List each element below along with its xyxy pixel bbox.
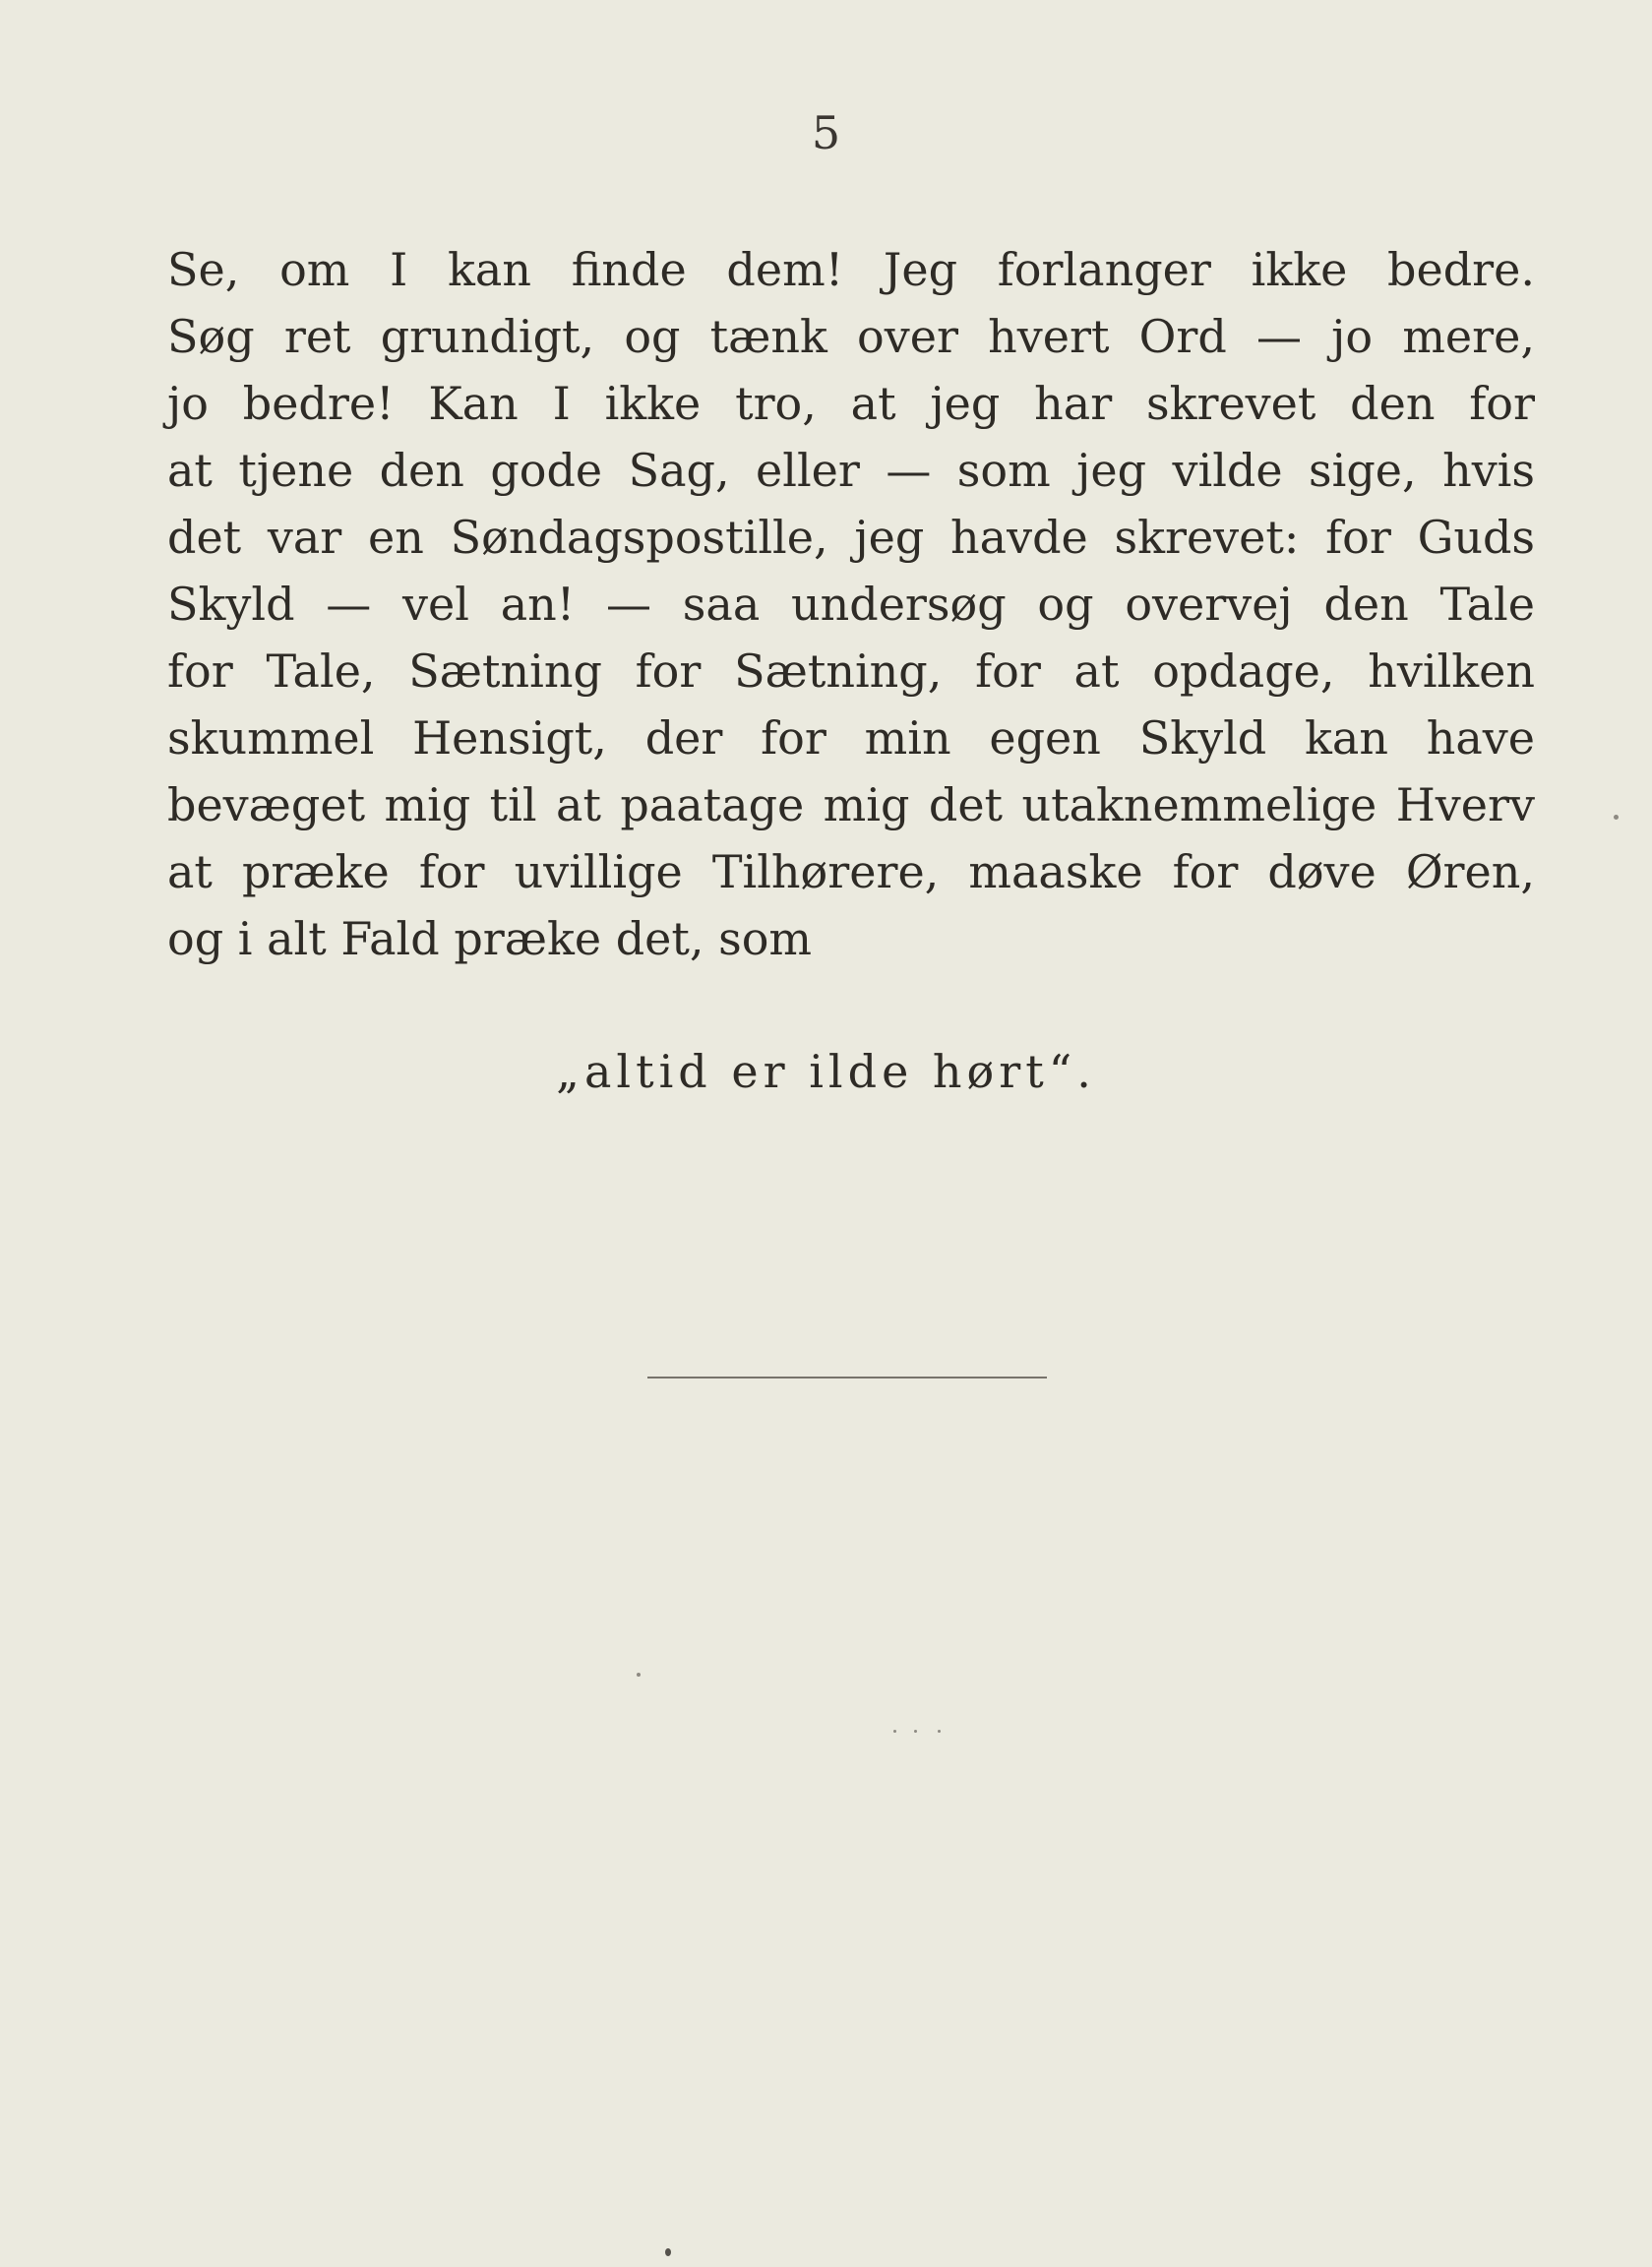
paper-speck — [893, 1730, 896, 1733]
paper-speck — [938, 1730, 941, 1733]
paper-speck — [637, 1673, 641, 1677]
text-line: at præke for uvillige Tilhørere, maaske for døve Øren, — [167, 845, 1535, 898]
text-line: Skyld — vel an! — saa undersøg og overvej den Tale — [167, 578, 1535, 631]
text-line: det var en Søndagspostille, jeg havde skrevet: for Guds — [167, 511, 1535, 564]
body-paragraph — [167, 236, 1535, 972]
text-line: at tjene den gode Sag, eller — som jeg vilde sige, hvis — [167, 444, 1535, 497]
text-line: jo bedre! Kan I ikke tro, at jeg har skrevet den for — [167, 377, 1535, 430]
page-number: 5 — [811, 106, 841, 159]
text-line: Se, om I kan finde dem! Jeg forlanger ikke bedre. — [167, 243, 1535, 296]
text-line: skummel Hensigt, der for min egen Skyld kan have — [167, 711, 1535, 765]
text-line: Søg ret grundigt, og tænk over hvert Ord — jo mere, — [167, 310, 1535, 363]
text-line: bevæget mig til at paatage mig det utaknemmelige Hverv — [167, 778, 1535, 831]
text-line: og i alt Fald præke det, som — [167, 912, 813, 965]
text-line: for Tale, Sætning for Sætning, for at opdage, hvilken — [167, 644, 1535, 698]
section-divider — [647, 1377, 1047, 1379]
paper-speck — [914, 1730, 917, 1733]
closing-quote: „altid er ilde hørt“. — [556, 1045, 1096, 1098]
paper-speck — [1614, 815, 1619, 820]
paper-speck — [665, 2248, 671, 2256]
